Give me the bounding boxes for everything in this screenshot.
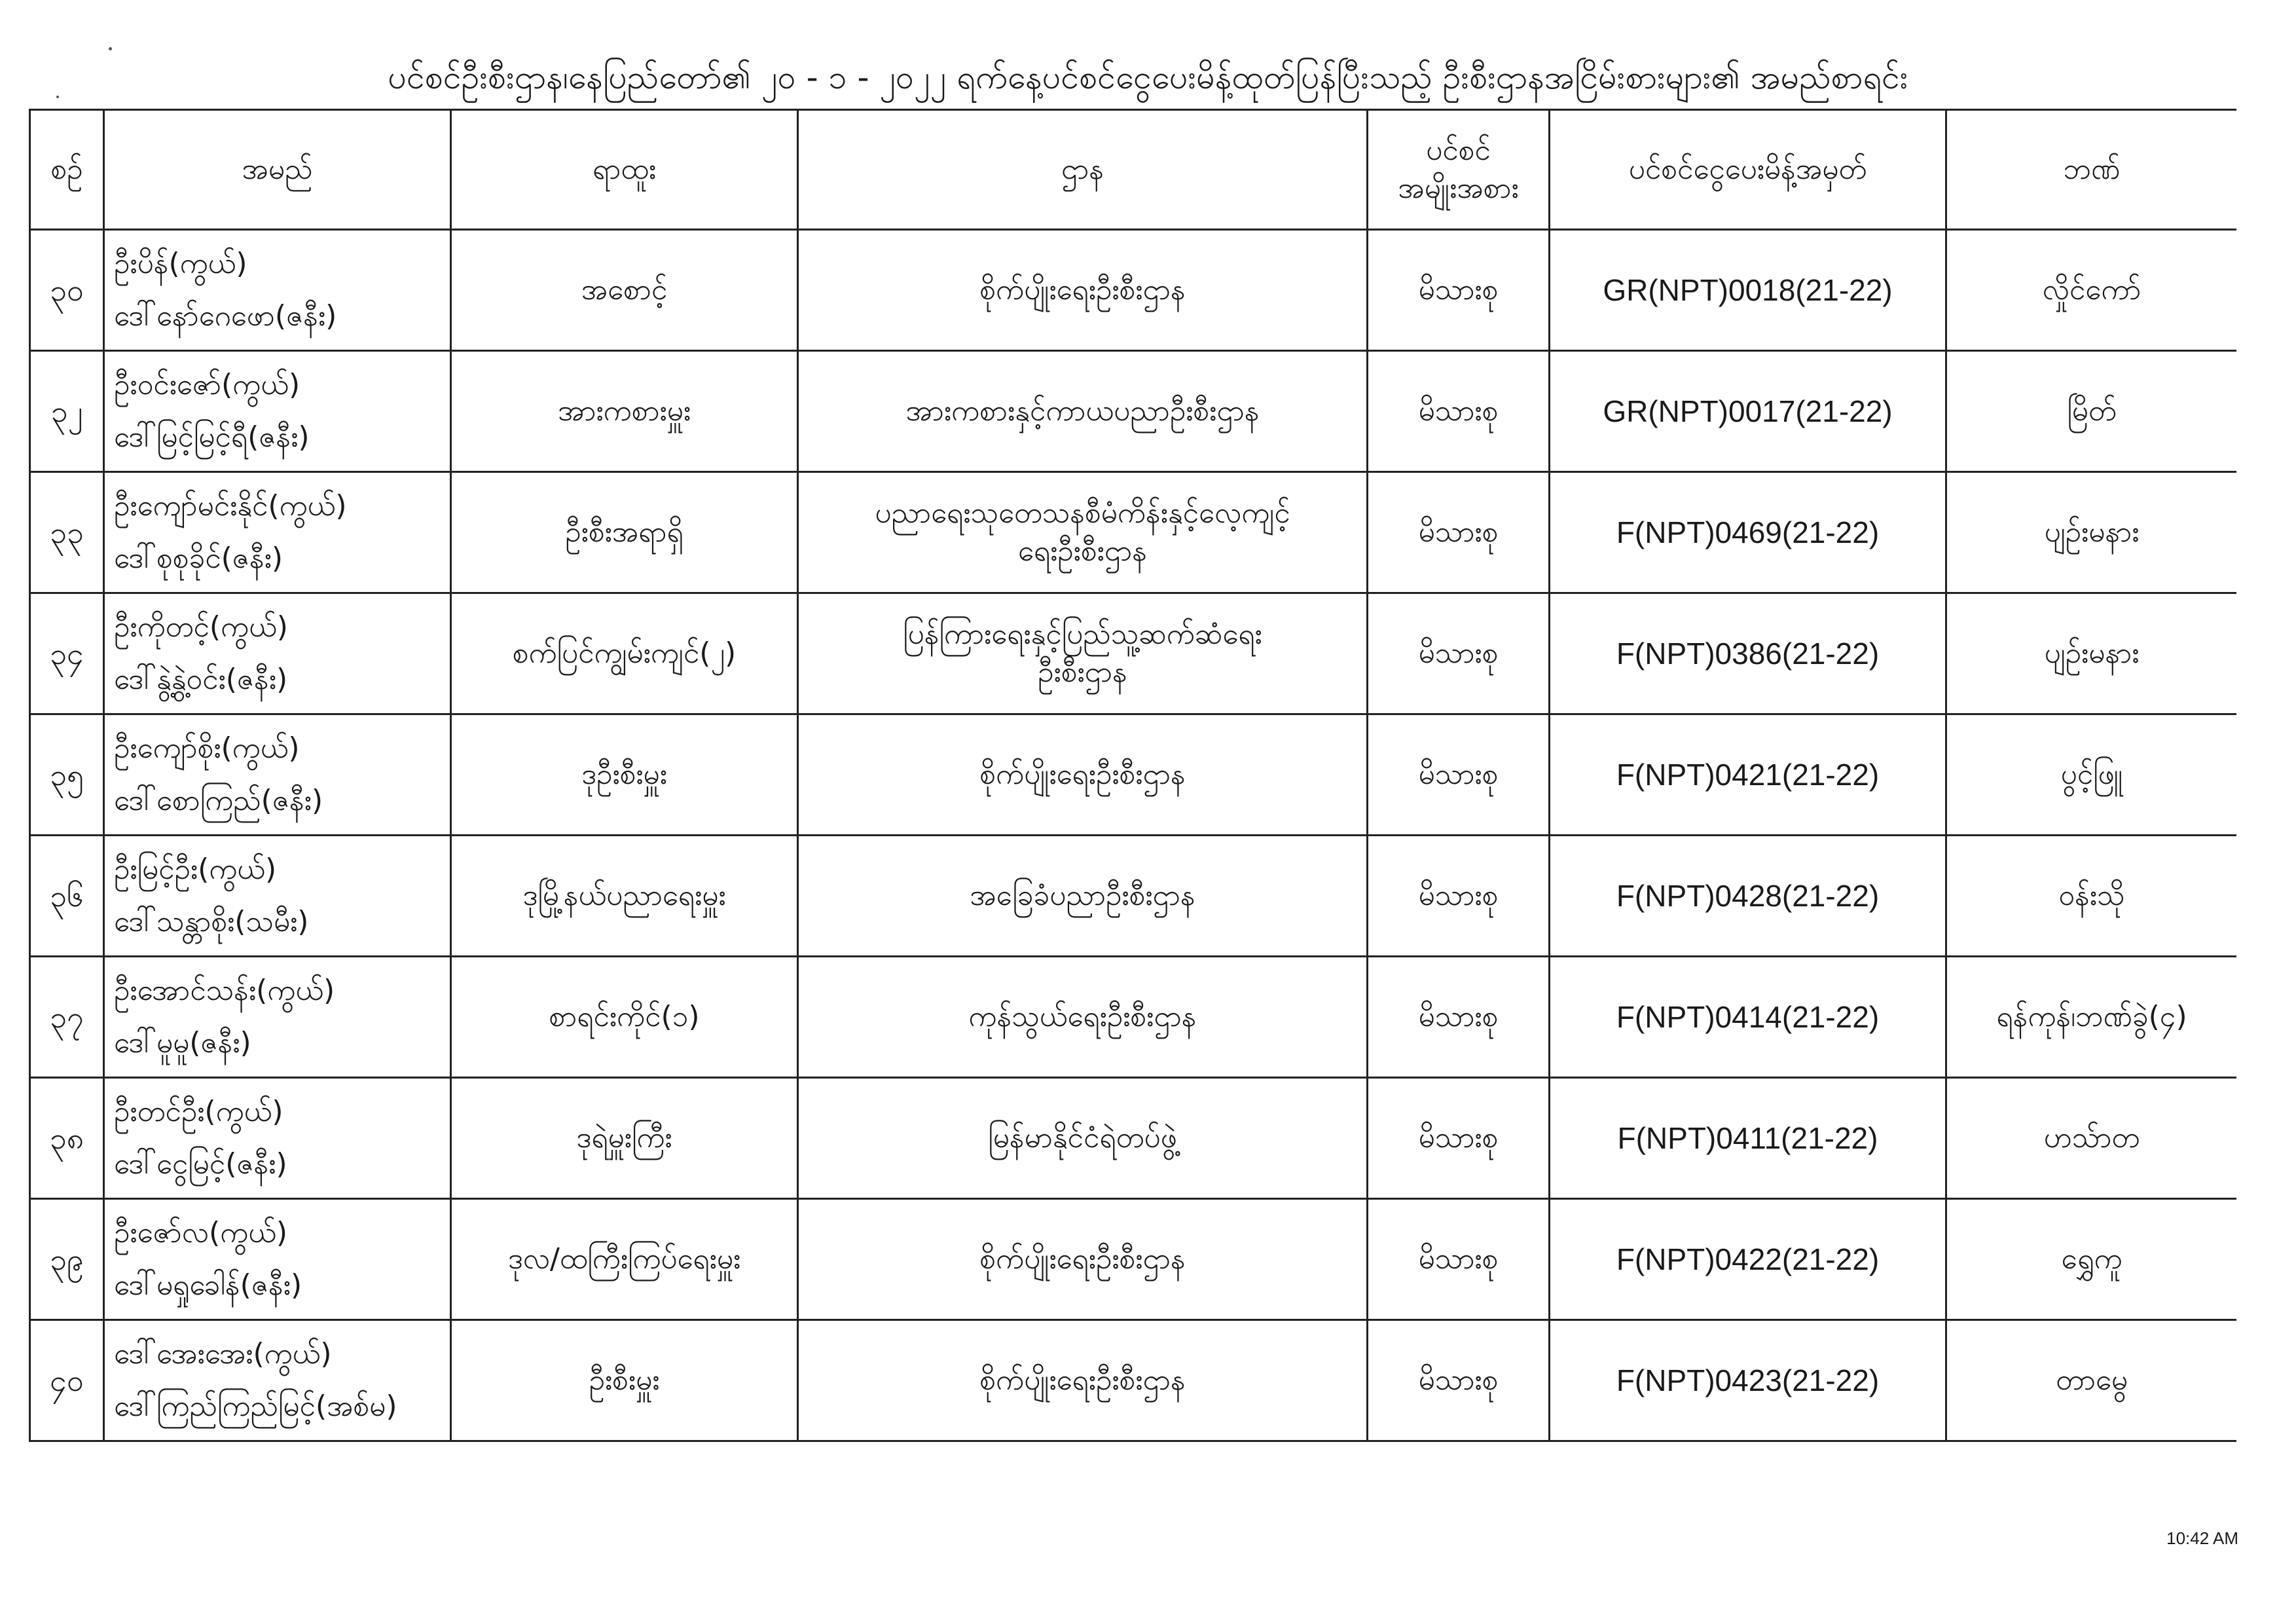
- name-beneficiary: ဒေါ်နော်ဂေဖော(ဇနီး): [114, 299, 337, 333]
- header-name: အမည်: [104, 110, 451, 230]
- cell-rank: ဦးစီးမှူး: [451, 1320, 798, 1441]
- header-no: စဉ်: [30, 110, 104, 230]
- cell-order-no: F(NPT)0422(21-22): [1550, 1199, 1946, 1320]
- cell-name: [104, 1199, 451, 1320]
- cell-bank: ရန်ကုန်၊ဘဏ်ခွဲ(၄): [1946, 957, 2237, 1078]
- cell-pension-type: မိသားစု: [1368, 1320, 1550, 1441]
- table-row: [30, 1199, 2237, 1320]
- cell-department: [798, 593, 1368, 714]
- cell-name: [104, 1078, 451, 1199]
- department-line1: အားကစားနှင့်ကာယပညာဦးစီးဌာန: [905, 394, 1260, 428]
- cell-order-no: F(NPT)0386(21-22): [1550, 593, 1946, 714]
- cell-rank: ဒုဦးစီးမှူး: [451, 714, 798, 836]
- table-row: [30, 714, 2237, 836]
- department-line2: ရေးဦးစီးဌာန: [1017, 534, 1148, 568]
- name-beneficiary: ဒေါ်စောကြည်(ဇနီး): [114, 784, 323, 817]
- print-time: 10:42 AM: [2166, 1528, 2238, 1548]
- scan-speck: [109, 47, 112, 50]
- cell-no: ၃၂: [30, 351, 104, 472]
- cell-name: [104, 714, 451, 836]
- cell-name: [104, 1320, 451, 1441]
- cell-no: ၄၀: [30, 1320, 104, 1441]
- cell-rank: ဒုရဲမှူးကြီး: [451, 1078, 798, 1199]
- cell-no: ၃၆: [30, 836, 104, 957]
- cell-no: ၃၀: [30, 230, 104, 351]
- cell-pension-type: မိသားစု: [1368, 714, 1550, 836]
- table-row: [30, 230, 2237, 351]
- table-row: [30, 957, 2237, 1078]
- cell-bank: ပွင့်ဖြူ: [1946, 714, 2237, 836]
- cell-order-no: F(NPT)0414(21-22): [1550, 957, 1946, 1078]
- cell-department: [798, 1199, 1368, 1320]
- table-row: [30, 836, 2237, 957]
- cell-no: ၃၅: [30, 714, 104, 836]
- page-title: ပင်စင်ဦးစီးဌာန၊နေပြည်တော်၏ ၂၀ - ၁ - ၂၀၂၂ ရက်နေ့ပင်စင်ငွေပေးမိန့်ထုတ်ပြန်ပြီးသည့် ဦးစီးဌာနအငြိမ်းစားများ၏ အမည်စာရင်း: [388, 58, 1908, 96]
- name-deceased: ဦးမြင့်ဦး(ကွယ်): [114, 853, 277, 886]
- cell-order-no: F(NPT)0469(21-22): [1550, 472, 1946, 593]
- cell-bank: ဝန်းသို: [1946, 836, 2237, 957]
- cell-rank: ဒုမြို့နယ်ပညာရေးမှူး: [451, 836, 798, 957]
- table-body: [30, 230, 2237, 1441]
- name-deceased: ဦးအောင်သန်း(ကွယ်): [114, 974, 335, 1007]
- cell-department: [798, 714, 1368, 836]
- cell-department: [798, 472, 1368, 593]
- cell-order-no: GR(NPT)0017(21-22): [1550, 351, 1946, 472]
- name-deceased: ဦးဝင်းဇော်(ကွယ်): [114, 368, 301, 401]
- department-line1: စိုက်ပျိုးရေးဦးစီးဌာန: [979, 273, 1186, 306]
- header-pension-type-line2: အမျိုးအစား: [1398, 172, 1519, 205]
- table-row: [30, 593, 2237, 714]
- cell-bank: မြိတ်: [1946, 351, 2237, 472]
- header-order-no: ပင်စင်ငွေပေးမိန့်အမှတ်: [1550, 110, 1946, 230]
- cell-department: [798, 836, 1368, 957]
- header-department: ဌာန: [798, 110, 1368, 230]
- name-deceased: ဦးဇော်လ(ကွယ်): [114, 1216, 288, 1249]
- name-deceased: ဦးကျော်စိုး(ကွယ်): [114, 731, 300, 765]
- name-deceased: ဦးတင်ဦး(ကွယ်): [114, 1095, 283, 1128]
- cell-rank: အစောင့်: [451, 230, 798, 351]
- pension-list-table: [29, 109, 2236, 1442]
- cell-order-no: F(NPT)0423(21-22): [1550, 1320, 1946, 1441]
- cell-pension-type: မိသားစု: [1368, 1078, 1550, 1199]
- cell-bank: ဟသ်ာတ: [1946, 1078, 2237, 1199]
- cell-rank: ဒုလ/ထကြီးကြပ်ရေးမှူး: [451, 1199, 798, 1320]
- table-row: [30, 1078, 2237, 1199]
- cell-pension-type: မိသားစု: [1368, 593, 1550, 714]
- name-deceased: ဦးကျော်မင်းနိုင်(ကွယ်): [114, 489, 347, 523]
- name-deceased: ဦးပိန်(ကွယ်): [114, 247, 247, 280]
- department-line1: စိုက်ပျိုးရေးဦးစီးဌာန: [979, 758, 1186, 791]
- table-container: [29, 109, 2236, 1464]
- cell-name: [104, 836, 451, 957]
- header-bank: ဘဏ်: [1946, 110, 2237, 230]
- department-line1: စိုက်ပျိုးရေးဦးစီးဌာန: [979, 1363, 1186, 1397]
- department-line1: မြန်မာနိုင်ငံရဲတပ်ဖွဲ့: [988, 1121, 1177, 1154]
- cell-no: ၃၄: [30, 593, 104, 714]
- department-line1: စိုက်ပျိုးရေးဦးစီးဌာန: [979, 1242, 1186, 1276]
- cell-name: [104, 230, 451, 351]
- cell-bank: ပျဉ်းမနား: [1946, 472, 2237, 593]
- cell-no: ၃၇: [30, 957, 104, 1078]
- cell-pension-type: မိသားစု: [1368, 957, 1550, 1078]
- cell-bank: ရွှေကူ: [1946, 1199, 2237, 1320]
- cell-order-no: F(NPT)0411(21-22): [1550, 1078, 1946, 1199]
- table-header-row: [30, 110, 2237, 230]
- cell-department: [798, 957, 1368, 1078]
- name-beneficiary: ဒေါ်စုစုခိုင်(ဇနီး): [114, 542, 283, 575]
- cell-pension-type: မိသားစု: [1368, 472, 1550, 593]
- department-line1: ပညာရေးသုတေသနစီမံကိန်းနှင့်လေ့ကျင့်: [875, 496, 1290, 530]
- cell-no: ၃၃: [30, 472, 104, 593]
- name-deceased: ဒေါ်အေးအေး(ကွယ်): [114, 1337, 332, 1371]
- cell-rank: စက်ပြင်ကျွမ်းကျင်(၂): [451, 593, 798, 714]
- cell-name: [104, 593, 451, 714]
- cell-order-no: GR(NPT)0018(21-22): [1550, 230, 1946, 351]
- name-beneficiary: ဒေါ်နွဲ့နွဲ့ဝင်း(ဇနီး): [114, 663, 288, 696]
- cell-order-no: F(NPT)0428(21-22): [1550, 836, 1946, 957]
- cell-department: [798, 1320, 1368, 1441]
- header-rank: ရာထူး: [451, 110, 798, 230]
- cell-department: [798, 1078, 1368, 1199]
- header-pension-type: [1368, 110, 1550, 230]
- cell-bank: ပျဉ်းမနား: [1946, 593, 2237, 714]
- cell-bank: တာမွေ: [1946, 1320, 2237, 1441]
- name-deceased: ဦးကိုတင့်(ကွယ်): [114, 610, 288, 644]
- table-row: [30, 472, 2237, 593]
- department-line1: အခြေခံပညာဦးစီးဌာန: [970, 879, 1195, 912]
- cell-rank: ဦးစီးအရာရှိ: [451, 472, 798, 593]
- cell-pension-type: မိသားစု: [1368, 1199, 1550, 1320]
- name-beneficiary: ဒေါ်ကြည်ကြည်မြင့်(အစ်မ): [114, 1390, 397, 1423]
- cell-pension-type: မိသားစု: [1368, 351, 1550, 472]
- cell-rank: စာရင်းကိုင်(၁): [451, 957, 798, 1078]
- name-beneficiary: ဒေါ်မရှုခေါန်(ဇနီး): [114, 1268, 302, 1302]
- cell-pension-type: မိသားစု: [1368, 836, 1550, 957]
- table-row: [30, 351, 2237, 472]
- cell-pension-type: မိသားစု: [1368, 230, 1550, 351]
- name-beneficiary: ဒေါ်မူမူ(ဇနီး): [114, 1026, 251, 1060]
- name-beneficiary: ဒေါ်မြင့်မြင့်ရီ(ဇနီး): [114, 420, 310, 454]
- cell-department: [798, 230, 1368, 351]
- cell-name: [104, 351, 451, 472]
- cell-name: [104, 472, 451, 593]
- cell-department: [798, 351, 1368, 472]
- header-pension-type-line1: ပင်စင်: [1426, 134, 1491, 167]
- cell-order-no: F(NPT)0421(21-22): [1550, 714, 1946, 836]
- cell-no: ၃၉: [30, 1199, 104, 1320]
- department-line2: ဦးစီးဌာန: [1038, 655, 1127, 689]
- cell-no: ၃၈: [30, 1078, 104, 1199]
- department-line1: ကုန်သွယ်ရေးဦးစီးဌာန: [968, 1000, 1197, 1033]
- name-beneficiary: ဒေါ်သန္တာစိုး(သမီး): [114, 905, 309, 938]
- table-row: [30, 1320, 2237, 1441]
- name-beneficiary: ဒေါ်ငွေမြင့်(ဇနီး): [114, 1147, 287, 1181]
- cell-rank: အားကစားမှူး: [451, 351, 798, 472]
- cell-bank: လှိုင်ကော်: [1946, 230, 2237, 351]
- department-line1: ပြန်ကြားရေးနှင့်ပြည်သူ့ဆက်ဆံရေး: [903, 618, 1262, 651]
- cell-name: [104, 957, 451, 1078]
